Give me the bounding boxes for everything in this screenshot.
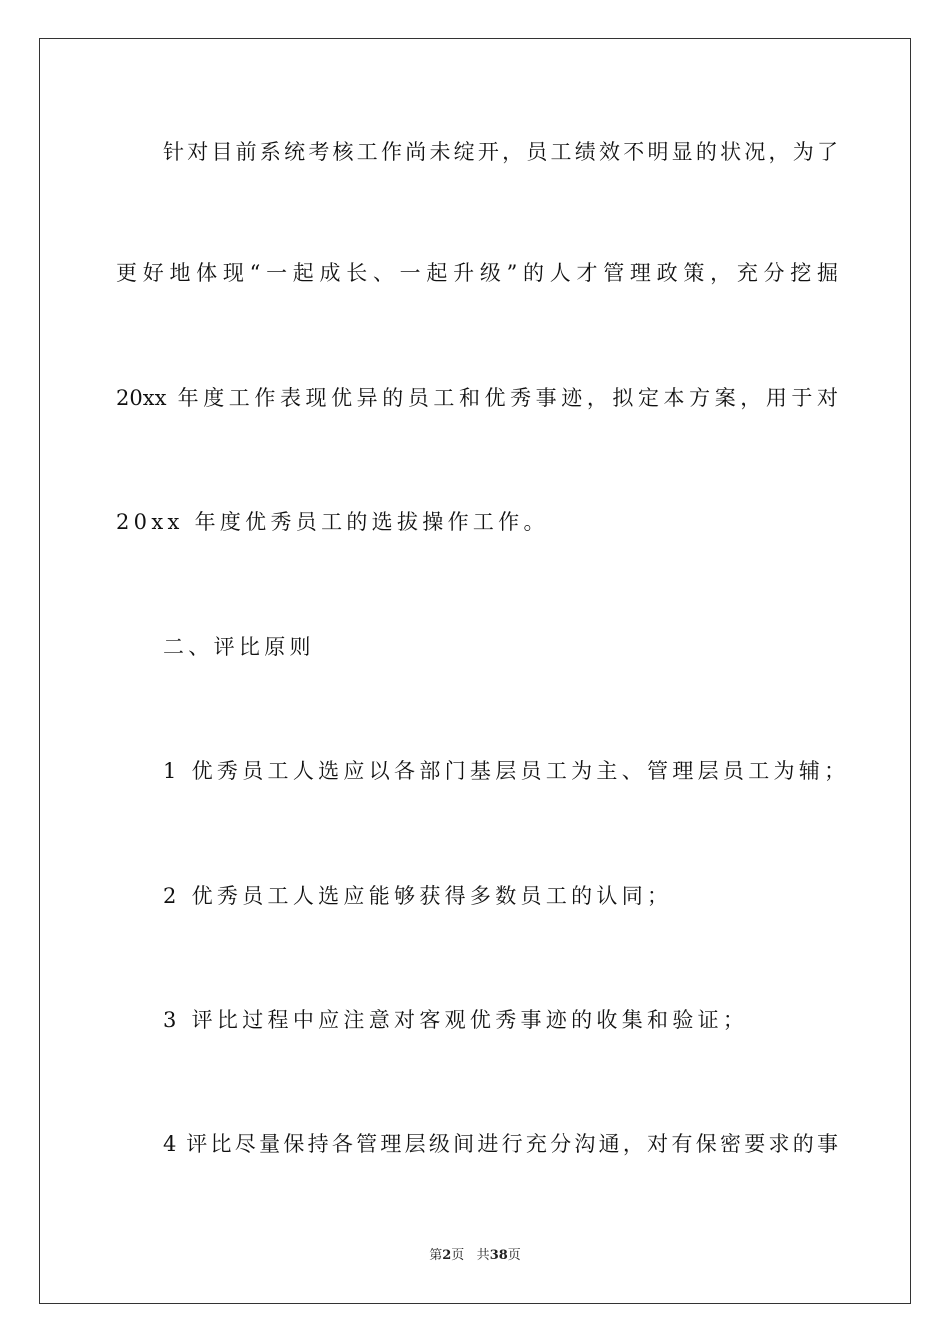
principle-item-4: 4 评比尽量保持各管理层级间进行充分沟通，对有保密要求的事 <box>163 1132 838 1156</box>
section-heading: 二、评比原则 <box>163 635 315 659</box>
paragraph-line-1: 针对目前系统考核工作尚未绽开，员工绩效不明显的状况，为了 <box>163 140 838 164</box>
principle-item-2: 2 优秀员工人选应能够获得多数员工的认同； <box>163 884 673 908</box>
principle-item-1: 1 优秀员工人选应以各部门基层员工为主、管理层员工为辅； <box>163 759 850 783</box>
footer-page-unit: 页 <box>451 1248 465 1263</box>
paragraph-line-3: 20xx 年度工作表现优异的员工和优秀事迹，拟定本方案，用于对 <box>116 386 838 410</box>
page-footer <box>0 1247 950 1265</box>
paragraph-line-4: 20xx 年度优秀员工的选拔操作工作。 <box>116 510 549 534</box>
page-border <box>39 38 911 1304</box>
principle-item-3: 3 评比过程中应注意对客观优秀事迹的收集和验证； <box>163 1008 749 1032</box>
total-page-count: 38 <box>489 1248 508 1263</box>
footer-prefix: 第 <box>429 1248 443 1263</box>
footer-total-prefix: 共 <box>476 1248 490 1263</box>
paragraph-line-2: 更好地体现“一起成长、一起升级”的人才管理政策，充分挖掘 <box>116 261 838 285</box>
footer-total-unit: 页 <box>507 1248 521 1263</box>
current-page-number: 2 <box>442 1248 452 1263</box>
